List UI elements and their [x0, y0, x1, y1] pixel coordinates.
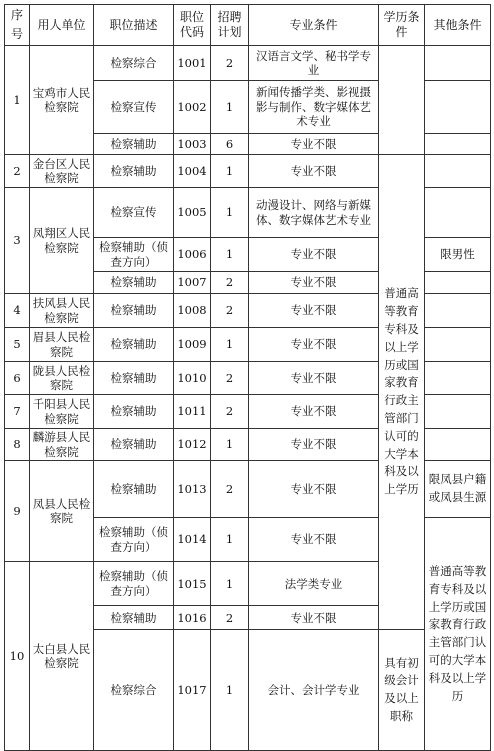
position-description: 检察辅助 [94, 272, 174, 294]
header-other-requirement: 其他条件 [425, 5, 491, 46]
major-requirement: 汉语言文学、秘书学专业 [249, 46, 379, 81]
position-description: 检察辅助 [94, 328, 174, 362]
hiring-plan: 1 [211, 328, 249, 362]
major-requirement: 专业不限 [249, 518, 379, 562]
other-requirement [425, 362, 491, 395]
hiring-plan: 1 [211, 562, 249, 606]
position-code: 1016 [174, 606, 211, 630]
hiring-plan: 2 [211, 272, 249, 294]
serial-number: 2 [5, 155, 30, 188]
position-code: 1004 [174, 155, 211, 188]
position-description: 检察宣传 [94, 188, 174, 238]
employer-name: 凤县人民检察院 [30, 461, 94, 562]
position-code: 1015 [174, 562, 211, 606]
other-requirement [425, 46, 491, 81]
position-code: 1006 [174, 238, 211, 272]
table-row [5, 46, 491, 81]
position-code: 1011 [174, 395, 211, 429]
education-requirement: 普通高等教育专科及以上学历或国家教育行政主管部门认可的大学本科及以上学历 [379, 155, 425, 630]
header-serial: 序号 [5, 5, 30, 46]
position-description: 检察辅助（侦查方向） [94, 238, 174, 272]
other-requirement [425, 294, 491, 328]
hiring-plan: 1 [211, 238, 249, 272]
major-requirement: 专业不限 [249, 272, 379, 294]
major-requirement: 专业不限 [249, 328, 379, 362]
position-code: 1003 [174, 134, 211, 155]
position-code: 1014 [174, 518, 211, 562]
header-education-requirement: 学历条件 [379, 5, 425, 46]
header-row [5, 5, 491, 46]
header-major-requirement: 专业条件 [249, 5, 379, 46]
serial-number: 1 [5, 46, 30, 155]
table-row [5, 155, 491, 188]
employer-name: 眉县人民检察院 [30, 328, 94, 362]
serial-number: 3 [5, 188, 30, 294]
position-description: 检察辅助 [94, 362, 174, 395]
position-description: 检察辅助 [94, 606, 174, 630]
employer-name: 扶风县人民检察院 [30, 294, 94, 328]
header-employer: 用人单位 [30, 5, 94, 46]
hiring-plan: 2 [211, 395, 249, 429]
major-requirement: 专业不限 [249, 606, 379, 630]
position-description: 检察辅助 [94, 395, 174, 429]
position-description: 检察辅助 [94, 134, 174, 155]
position-description: 检察辅助（侦查方向） [94, 562, 174, 606]
major-requirement: 专业不限 [249, 362, 379, 395]
hiring-plan: 2 [211, 606, 249, 630]
serial-number: 7 [5, 395, 30, 429]
position-description: 检察宣传 [94, 81, 174, 134]
position-code: 1017 [174, 630, 211, 751]
position-code: 1007 [174, 272, 211, 294]
hiring-plan: 2 [211, 46, 249, 81]
education-requirement-blank [379, 46, 425, 155]
other-requirement [425, 429, 491, 461]
position-code: 1008 [174, 294, 211, 328]
position-description: 检察综合 [94, 46, 174, 81]
header-hiring-plan: 招聘计划 [211, 5, 249, 46]
serial-number: 8 [5, 429, 30, 461]
employer-name: 金台区人民检察院 [30, 155, 94, 188]
other-requirement [425, 272, 491, 294]
hiring-plan: 2 [211, 362, 249, 395]
hiring-plan: 1 [211, 518, 249, 562]
employer-name: 麟游县人民检察院 [30, 429, 94, 461]
major-requirement: 会计、会计学专业 [249, 630, 379, 751]
other-requirement [425, 328, 491, 362]
hiring-plan: 1 [211, 188, 249, 238]
hiring-plan: 1 [211, 81, 249, 134]
major-requirement: 新闻传播学类、影视摄影与制作、数字媒体艺术专业 [249, 81, 379, 134]
position-code: 1009 [174, 328, 211, 362]
position-description: 检察辅助 [94, 155, 174, 188]
employer-name: 千阳县人民检察院 [30, 395, 94, 429]
position-code: 1005 [174, 188, 211, 238]
hiring-plan: 1 [211, 155, 249, 188]
other-requirement [425, 81, 491, 134]
other-requirement: 限男性 [425, 238, 491, 272]
other-requirement: 限凤县户籍或凤县生源 [425, 461, 491, 518]
education-requirement: 普通高等教育专科及以上学历或国家教育行政主管部门认可的大学本科及以上学历 [425, 518, 491, 751]
position-description: 检察辅助 [94, 429, 174, 461]
major-requirement: 法学类专业 [249, 562, 379, 606]
recruitment-table [4, 4, 491, 751]
position-code: 1010 [174, 362, 211, 395]
position-description: 检察辅助（侦查方向） [94, 518, 174, 562]
other-requirement [425, 395, 491, 429]
position-code: 1012 [174, 429, 211, 461]
hiring-plan: 6 [211, 134, 249, 155]
header-position-description: 职位描述 [94, 5, 174, 46]
serial-number: 9 [5, 461, 30, 562]
serial-number: 10 [5, 562, 30, 751]
major-requirement: 专业不限 [249, 134, 379, 155]
employer-name: 宝鸡市人民检察院 [30, 46, 94, 155]
position-description: 检察辅助 [94, 294, 174, 328]
position-code: 1001 [174, 46, 211, 81]
other-requirement [425, 134, 491, 155]
other-requirement [425, 155, 491, 188]
other-requirement: 具有初级会计及以上职称 [379, 630, 425, 751]
employer-name: 凤翔区人民检察院 [30, 188, 94, 294]
major-requirement: 专业不限 [249, 238, 379, 272]
serial-number: 4 [5, 294, 30, 328]
position-code: 1002 [174, 81, 211, 134]
position-code: 1013 [174, 461, 211, 518]
position-description: 检察辅助 [94, 461, 174, 518]
hiring-plan: 2 [211, 461, 249, 518]
major-requirement: 专业不限 [249, 395, 379, 429]
serial-number: 5 [5, 328, 30, 362]
employer-name: 太白县人民检察院 [30, 562, 94, 751]
other-requirement-blank [425, 188, 491, 238]
major-requirement: 动漫设计、网络与新媒体、数字媒体艺术专业 [249, 188, 379, 238]
major-requirement: 专业不限 [249, 461, 379, 518]
employer-name: 陇县人民检察院 [30, 362, 94, 395]
major-requirement: 专业不限 [249, 294, 379, 328]
position-description: 检察综合 [94, 630, 174, 751]
hiring-plan: 1 [211, 630, 249, 751]
header-position-code: 职位代码 [174, 5, 211, 46]
major-requirement: 专业不限 [249, 429, 379, 461]
hiring-plan: 2 [211, 294, 249, 328]
major-requirement: 专业不限 [249, 155, 379, 188]
serial-number: 6 [5, 362, 30, 395]
hiring-plan: 1 [211, 429, 249, 461]
